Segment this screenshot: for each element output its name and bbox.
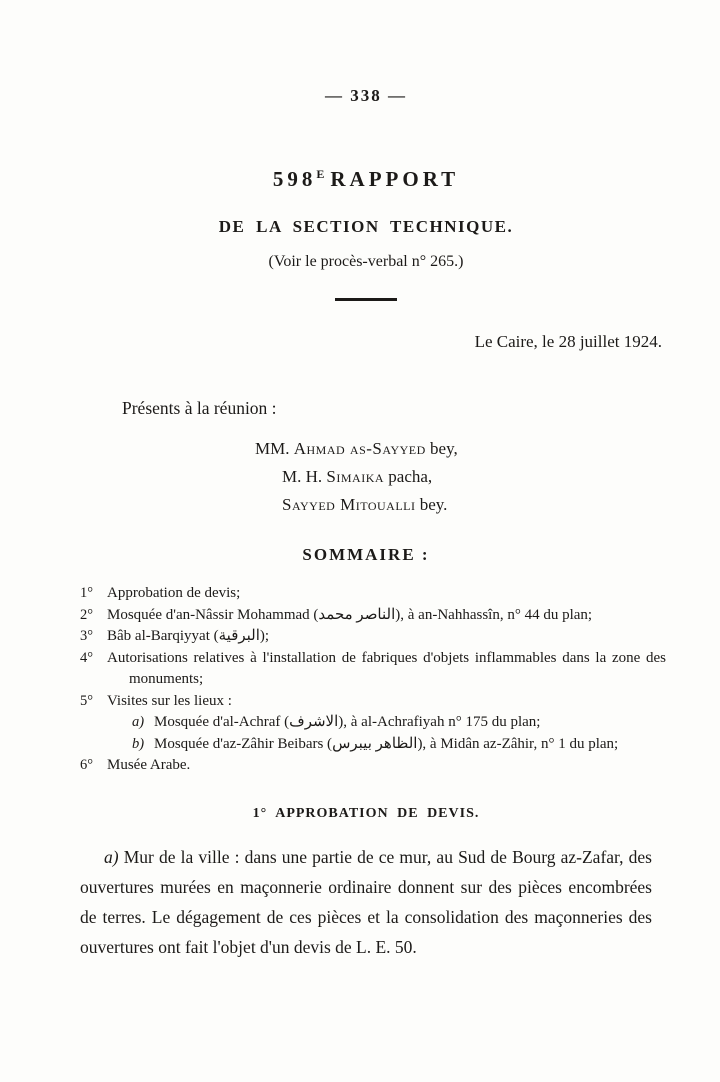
sommaire-heading: SOMMAIRE : xyxy=(302,545,430,564)
sommaire-subitem xyxy=(80,734,666,756)
report-ordinal: E xyxy=(316,167,325,181)
section-title: DE LA SECTION TECHNIQUE. xyxy=(218,217,514,236)
sommaire-item xyxy=(80,755,666,777)
item-number: 2° xyxy=(80,606,94,623)
sommaire-item xyxy=(80,691,666,713)
report-label: RAPPORT xyxy=(330,167,460,191)
item-number: 3° xyxy=(80,628,94,644)
item-text: Mosquée d'al-Achraf (الاشرف), à al-Achrafiyah n° 175 du plan; xyxy=(154,714,541,730)
section-heading xyxy=(80,805,652,822)
proces-verbal-reference: (Voir le procès-verbal n° 265.) xyxy=(268,253,464,270)
report-title xyxy=(80,162,652,191)
section-heading-text: APPROBATION DE DEVIS. xyxy=(275,805,480,821)
section-heading-number: 1° xyxy=(252,805,268,821)
member-prefix: MM. xyxy=(255,439,294,458)
dateline: Le Caire, le 28 juillet 1924. xyxy=(474,332,662,351)
item-number: 4° xyxy=(80,649,94,666)
member-prefix: M. H. xyxy=(282,467,327,486)
item-text: Musée Arabe. xyxy=(107,757,191,773)
item-text: Bâb al-Barqiyyat (البرقية); xyxy=(107,628,270,644)
item-text: Approbation de devis; xyxy=(107,585,241,601)
member-name: Simaika xyxy=(326,467,385,486)
sommaire-item xyxy=(80,605,666,627)
page-number: — 338 — xyxy=(325,86,407,105)
member-suffix: bey. xyxy=(415,495,448,514)
member-line xyxy=(282,491,652,519)
attendance-list xyxy=(80,435,652,519)
divider-rule xyxy=(335,298,397,301)
member-name: Sayyed Mitoualli xyxy=(282,495,416,514)
item-number: 5° xyxy=(80,692,94,709)
body-paragraph xyxy=(80,842,652,962)
item-text: Autorisations relatives à l'installation de fabriques d'objets inflammables dans la zone des monuments; xyxy=(107,649,666,687)
item-text: Mosquée d'az-Zâhir Beibars (الظاهر بيبرس), à Midân az-Zâhir, n° 1 du plan; xyxy=(154,735,619,752)
item-letter: b) xyxy=(132,735,145,752)
sommaire-item xyxy=(80,648,666,691)
item-letter: a) xyxy=(132,714,145,730)
member-name: Ahmad as-Sayyed xyxy=(293,439,426,458)
item-number: 1° xyxy=(80,585,94,601)
sommaire-item xyxy=(80,626,666,648)
item-text: Mosquée d'an-Nâssir Mohammad (الناصر محمد), à an-Nahhassîn, n° 44 du plan; xyxy=(107,606,593,623)
member-suffix: bey, xyxy=(425,439,458,458)
attendance-intro: Présents à la réunion : xyxy=(122,398,277,418)
report-number: 598 xyxy=(272,167,317,191)
item-number: 6° xyxy=(80,757,94,773)
paragraph-text: Mur de la ville : dans une partie de ce mur, au Sud de Bourg az-Zafar, des ouvertures murées en maçonnerie ordinaire donnent sur des pièces encombrées de terres. Le dégagement de ces pièces et la consolidation des maçonneries des ouvertures ont fait l'objet d'un devis de L. E. 50. xyxy=(80,846,652,957)
sommaire-list xyxy=(80,583,666,777)
member-line xyxy=(255,435,652,463)
member-line xyxy=(282,463,652,491)
paragraph-label: a) xyxy=(104,846,119,867)
member-suffix: pacha, xyxy=(384,467,433,486)
item-text: Visites sur les lieux : xyxy=(107,692,232,709)
sommaire-subitem xyxy=(80,712,666,734)
sommaire-item xyxy=(80,583,666,605)
